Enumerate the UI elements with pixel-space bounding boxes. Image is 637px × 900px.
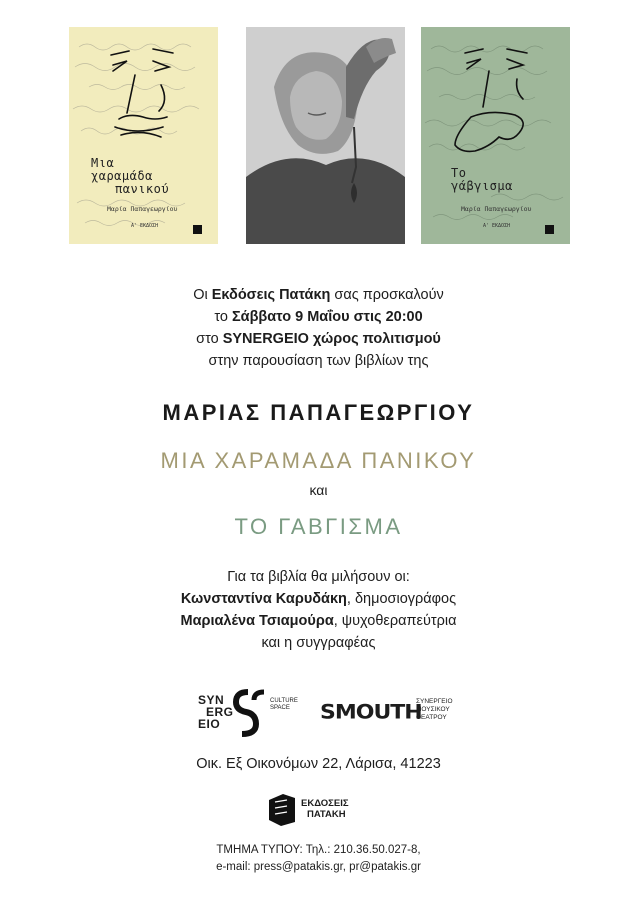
invitation-line-1 [0, 284, 637, 306]
book-title-1-heading: ΜΙΑ ΧΑΡΑΜΑΔΑ ΠΑΝΙΚΟΥ [160, 448, 477, 473]
author-photo-illustration [246, 27, 405, 244]
theatre-text: ΣΥΝΕΡΓΕΙΟ [416, 698, 453, 705]
speaker-role: , ψυχοθεραπεύτρια [333, 613, 457, 629]
book-cover-to-gavgisma [421, 27, 570, 244]
invitation-line-3 [0, 328, 637, 350]
invitation-text [0, 284, 637, 372]
speaker-2 [0, 610, 637, 632]
text: Οι [193, 287, 212, 303]
text: στο [196, 331, 223, 347]
invitation-line-4: στην παρουσίαση των βιβλίων της [208, 353, 429, 369]
press-email: e-mail: press@patakis.gr, pr@patakis.gr [216, 861, 421, 873]
speaker-role: , δημοσιογράφος [346, 591, 457, 607]
synergeio-text: ERG [206, 705, 234, 719]
speaker-name: Μαριαλένα Τσιαμούρα [180, 613, 334, 629]
smouth-wordmark: SMOUTH [320, 701, 422, 724]
theatre-text: ΘΕΑΤΡΟΥ [416, 714, 447, 721]
speakers-closing: και η συγγραφέας [261, 635, 376, 651]
book-edition: Α' ΕΚΔΟΣΗ [483, 223, 511, 229]
culture-space-text: CULTURE [270, 698, 298, 704]
author-heading: ΜΑΡΙΑΣ ΠΑΠΑΓΕΩΡΓΙΟΥ [162, 400, 475, 425]
conjunction: και [309, 482, 328, 498]
publisher-logo [267, 792, 377, 826]
book-edition: Α' ΕΚΔΟΣΗ [131, 223, 159, 229]
event-date: Σάββατο 9 Μαΐου στις 20:00 [231, 309, 423, 325]
publisher-mini-logo [545, 225, 554, 234]
synergeio-text: SYN [198, 693, 225, 707]
venue-address: Οικ. Εξ Οικονόμων 22, Λάρισα, 41223 [196, 756, 441, 772]
press-phone: ΤΜΗΜΑ ΤΥΠΟΥ: Τηλ.: 210.36.50.027-8, [216, 844, 421, 856]
synergeio-text: EIO [198, 717, 221, 731]
synergeio-logo [198, 688, 298, 740]
book-author: Μαρία Παπαγεωργίου [107, 205, 178, 213]
book-title-line: Μια [91, 156, 115, 170]
text: το [214, 309, 232, 325]
book-title-line: Το [451, 166, 467, 180]
theatre-text: ΜΟΥΣΙΚΟΥ [416, 706, 450, 713]
smouth-logo [320, 698, 460, 730]
invitation-line-2 [0, 306, 637, 328]
publisher-name: Εκδόσεις Πατάκη [211, 287, 331, 303]
double-s-icon [228, 688, 268, 738]
publisher-mini-logo [193, 225, 202, 234]
publisher-logo-text: ΠΑΤΑΚΗ [307, 809, 346, 820]
culture-space-text: SPACE [270, 705, 290, 711]
speakers-intro: Για τα βιβλία θα μιλήσουν οι: [227, 569, 410, 585]
book-author: Μαρία Παπαγεωργίου [461, 205, 532, 213]
speaker-name: Κωνσταντίνα Καρυδάκη [180, 591, 347, 607]
publisher-emblem-icon [267, 792, 297, 826]
venue-name: SYNERGEIO χώρος πολιτισμού [222, 331, 441, 347]
book-title-2-heading: ΤΟ ΓΑΒΓΙΣΜΑ [234, 514, 403, 539]
text: σας προσκαλούν [330, 287, 444, 303]
book-title-line: χαραμάδα [91, 169, 153, 183]
book-title-line: γάβγισμα [451, 179, 513, 193]
speakers-block [0, 566, 637, 654]
press-contact [0, 842, 637, 876]
publisher-logo-text: ΕΚΔΟΣΕΙΣ [301, 798, 349, 809]
book-cover-mia-charamada-panikou [69, 27, 218, 244]
book-title-line: πανικού [115, 182, 170, 196]
speaker-1 [0, 588, 637, 610]
author-photo [246, 27, 405, 244]
